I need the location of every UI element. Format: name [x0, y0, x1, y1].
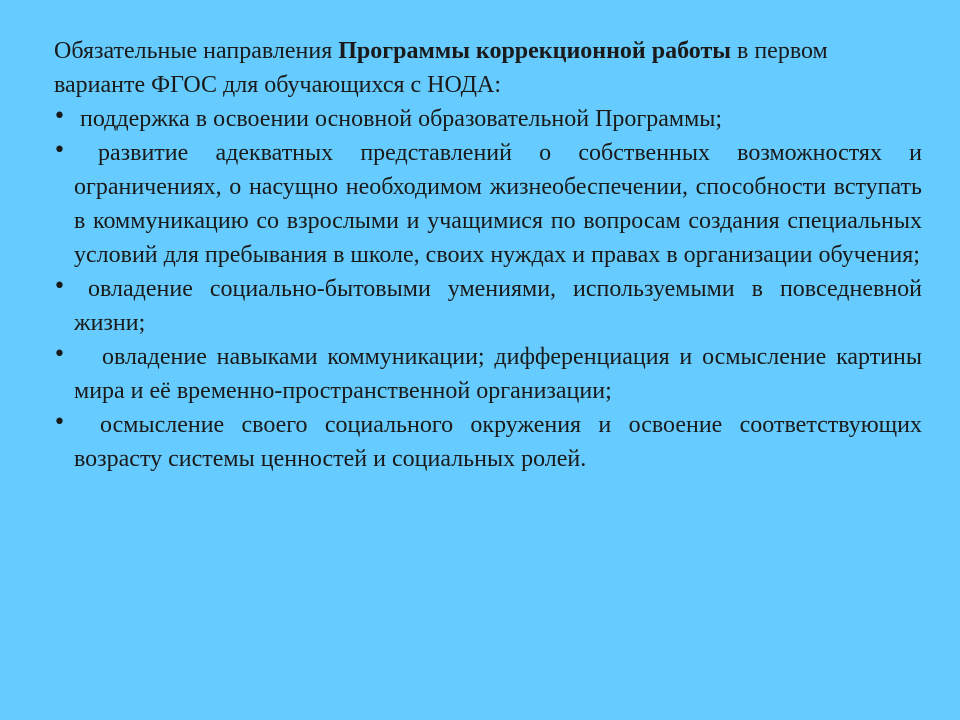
list-item: [54, 272, 922, 340]
bullet-icon: •: [53, 342, 66, 367]
list-item-text: осмысление своего социального окружения и освоение соответствующих возрасту системы ценностей и социальных ролей.: [74, 412, 922, 472]
bullet-icon: •: [53, 138, 66, 163]
list-item-text: развитие адекватных представлений о собственных возможностях и ограничениях, о насущно необходимом жизнеобеспечении, способности вступать в коммуникацию со взрослыми и учащимися по вопросам создания специальных условий для пребывания в школе, своих нуждах и правах в организации обучения;: [74, 140, 922, 268]
bullet-icon: •: [53, 410, 66, 435]
list-item: [54, 102, 922, 136]
list-item-text: овладение социально-бытовыми умениями, используемыми в повседневной жизни;: [74, 276, 922, 336]
list-item-text: поддержка в освоении основной образовательной Программы;: [80, 106, 723, 132]
list-item: [54, 408, 922, 476]
list-item: [54, 136, 922, 272]
directions-list: [54, 102, 922, 476]
list-item-text: овладение навыками коммуникации; дифференциация и осмысление картины мира и её временно-пространственной организации;: [74, 344, 922, 404]
intro-bold-program-title: Программы коррекционной работы: [338, 38, 731, 64]
intro-end: в первом варианте ФГОС для обучающихся с НОДА:: [54, 38, 828, 98]
intro-paragraph: [54, 34, 922, 102]
intro-start: Обязательные направления: [54, 38, 339, 64]
list-item: [54, 340, 922, 408]
bullet-icon: •: [53, 104, 66, 129]
bullet-icon: •: [53, 274, 66, 299]
